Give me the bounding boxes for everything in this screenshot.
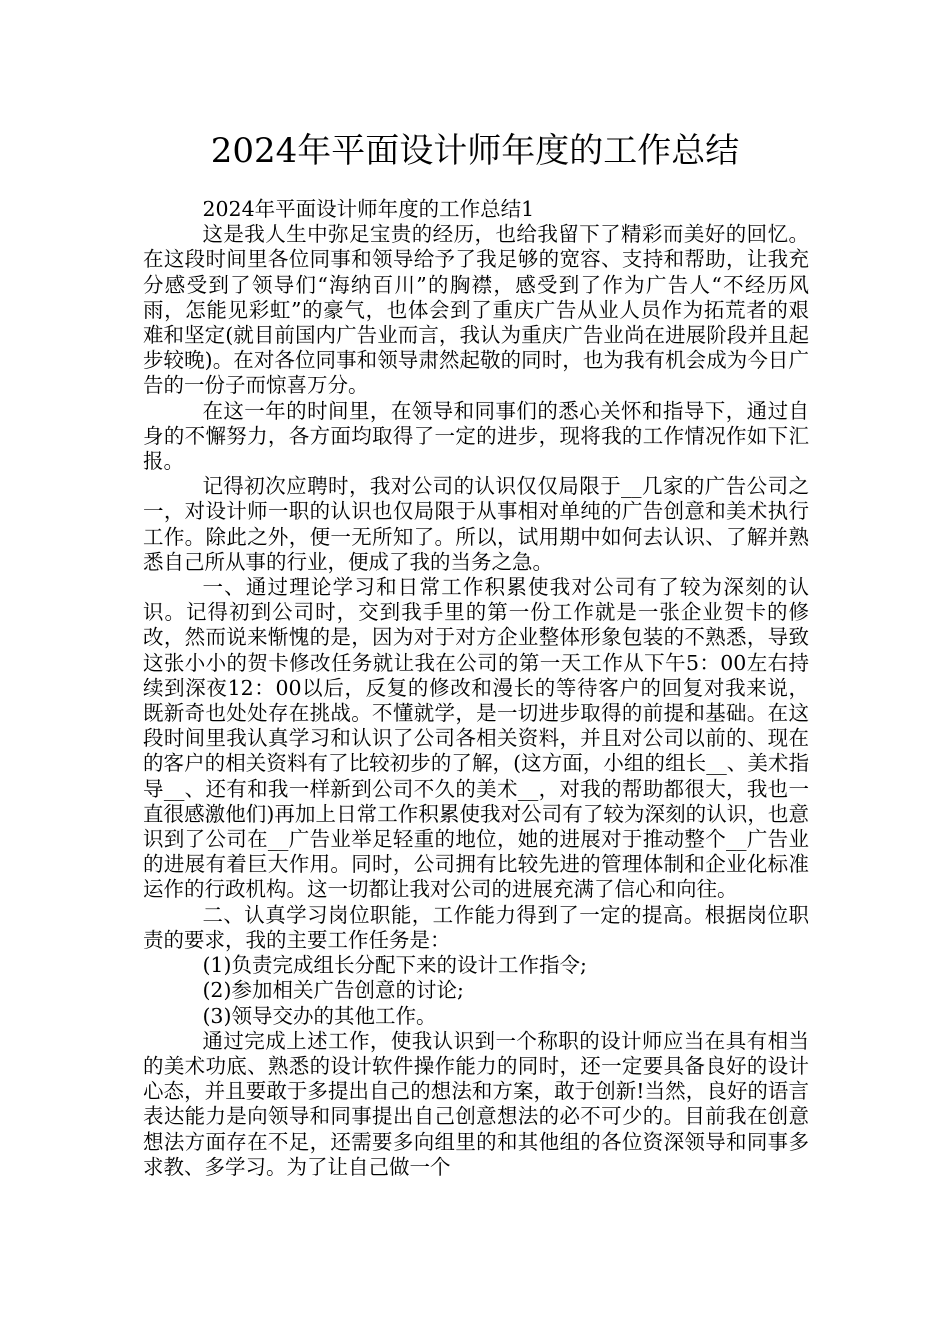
- list-item-task-2: (2)参加相关广告创意的讨论;: [202, 978, 464, 1003]
- document-body: [143, 197, 809, 1180]
- paragraph-first-impression: 记得初次应聘时，我对公司的认识仅仅局限于__几家的广告公司之一，对设计师一职的认识也仅局限于从事相对单纯的广告创意和美术执行工作。除此之外，便一无所知了。所以，试用期中如何去认识、了解并熟悉自己所从事的行业，便成了我的当务之急。: [143, 474, 809, 574]
- paragraph-reflection: 通过完成上述工作，使我认识到一个称职的设计师应当在具有相当的美术功底、熟悉的设计软件操作能力的同时，还一定要具备良好的设计心态，并且要敢于多提出自己的想法和方案，敢于创新!当然，良好的语言表达能力是向领导和同事提出自己创意想法的必不可少的。目前我在创意想法方面存在不足，还需要多向组里的和其他组的各位资深领导和同事多求教、多学习。为了让自己做一个: [143, 1028, 809, 1179]
- paragraph-subtitle: 2024年平面设计师年度的工作总结1: [202, 197, 535, 221]
- paragraph-year-summary: 在这一年的时间里，在领导和同事们的悉心关怀和指导下，通过自身的不懈努力，各方面均取得了一定的进步，现将我的工作情况作如下汇报。: [143, 398, 809, 474]
- document-title: 2024年平面设计师年度的工作总结: [210, 131, 740, 171]
- paragraph-section-two: 二、认真学习岗位职能，工作能力得到了一定的提高。根据岗位职责的要求，我的主要工作任务是：: [143, 902, 809, 952]
- paragraph-section-one: 一、通过理论学习和日常工作积累使我对公司有了较为深刻的认识。记得初到公司时，交到我手里的第一份工作就是一张企业贺卡的修改，然而说来惭愧的是，因为对于对方企业整体形象包装的不熟悉，导致这张小小的贺卡修改任务就让我在公司的第一天工作从下午5：00左右持续到深夜12：00以后，反复的修改和漫长的等待客户的回复对我来说，既新奇也处处存在挑战。不懂就学，是一切进步取得的前提和基础。在这段时间里我认真学习和认识了公司各相关资料，并且对公司以前的、现在的客户的相关资料有了比较初步的了解，(这方面，小组的组长__、美术指导__、还有和我一样新到公司不久的美术__，对我的帮助都很大，我也一直很感激他们)再加上日常工作积累使我对公司有了较为深刻的认识，也意识到了公司在__广告业举足轻重的地位，她的进展对于推动整个__广告业的进展有着巨大作用。同时，公司拥有比较先进的管理体制和企业化标准运作的行政机构。这一切都让我对公司的进展充满了信心和向往。: [143, 575, 809, 902]
- list-item-task-3: (3)领导交办的其他工作。: [202, 1003, 437, 1028]
- paragraph-intro: 这是我人生中弥足宝贵的经历，也给我留下了精彩而美好的回忆。在这段时间里各位同事和领导给予了我足够的宽容、支持和帮助，让我充分感受到了领导们“海纳百川”的胸襟，感受到了作为广告人“不经历风雨，怎能见彩虹”的豪气，也体会到了重庆广告从业人员作为拓荒者的艰难和坚定(就目前国内广告业而言，我认为重庆广告业尚在进展阶段并且起步较晚)。在对各位同事和领导肃然起敬的同时，也为我有机会成为今日广告的一份子而惊喜万分。: [143, 222, 809, 398]
- list-item-task-1: (1)负责完成组长分配下来的设计工作指令;: [202, 953, 587, 978]
